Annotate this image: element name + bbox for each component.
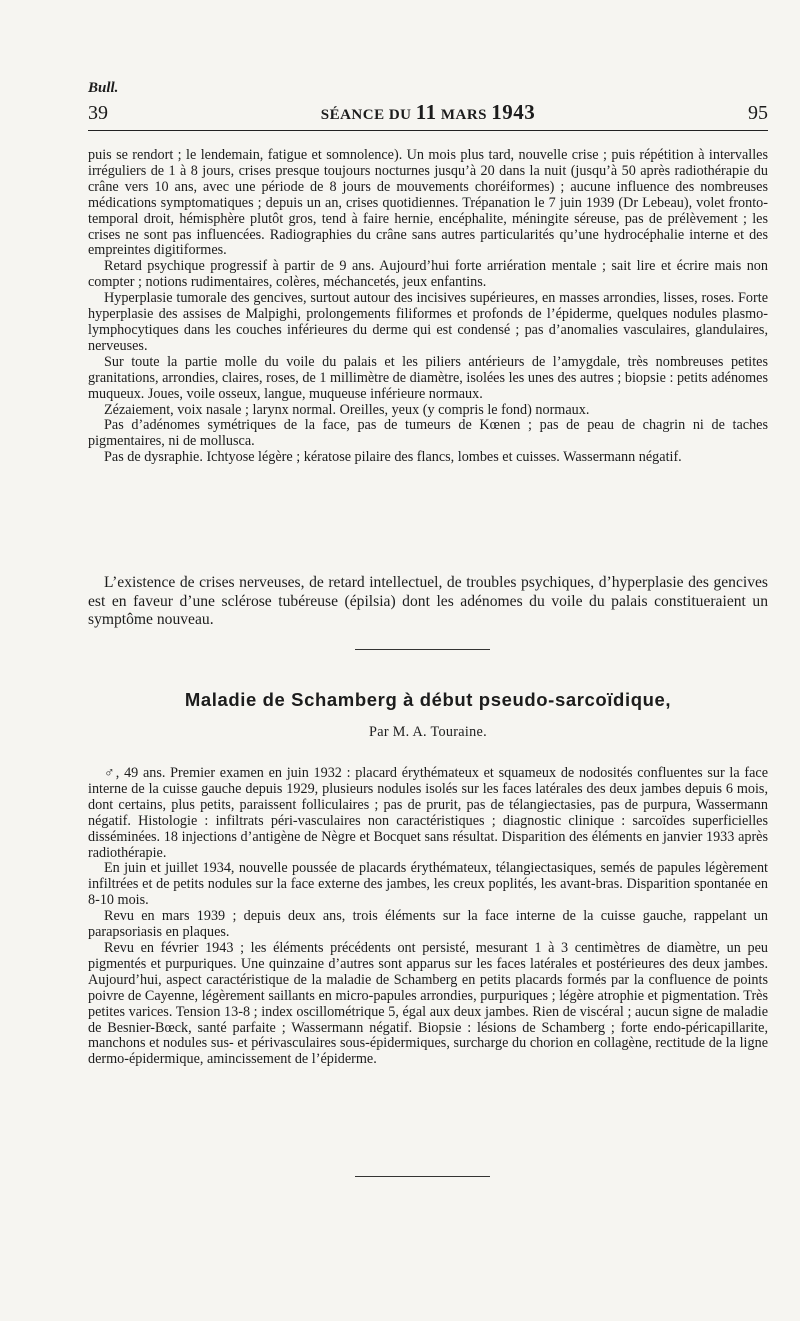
paragraph: Revu en mars 1939 ; depuis deux ans, trois éléments sur la face interne de la cuisse gauche, rappelant un parapsoriasis en plaques.	[88, 908, 768, 941]
conclusion-paragraph: L’existence de crises nerveuses, de retard intellectuel, de troubles psychiques, d’hyperplasie des gencives est en faveur d’une sclérose tubéreuse (épilsia) dont les adénomes du voile du palais constitueraient un symptôme nouveau.	[88, 574, 768, 628]
paragraph: En juin et juillet 1934, nouvelle poussée de placards érythémateux, télangiectasiques, semés de papules légèrement infiltrées et de petits nodules sur la face externe des jambes, les creux poplités, les avant-bras. Disparition spontanée en 8-10 mois.	[88, 860, 768, 909]
page-number-right: 95	[748, 102, 768, 124]
paragraph: Pas d’adénomes symétriques de la face, pas de tumeurs de Kœnen ; pas de peau de chagrin ni de taches pigmentaires, ni de molluscа.	[88, 417, 768, 450]
running-header	[88, 100, 768, 131]
paragraph: Pas de dysraphie. Ichtyose légère ; kératose pilaire des flancs, lombes et cuisses. Wassermann négatif.	[104, 449, 682, 466]
running-month: MARS	[436, 107, 492, 123]
running-title	[88, 100, 768, 125]
running-prefix: SÉANCE DU	[320, 107, 416, 123]
handwritten-annotation: Bull.	[88, 80, 119, 96]
article-body	[88, 766, 768, 1068]
paragraph: ♂, 49 ans. Premier examen en juin 1932 : placard érythémateux et squameux de nodosités confluentes sur la face interne de la cuisse gauche depuis 1929, plusieurs nodules isolés sur les faces latérales des deux jambes depuis 6 mois, dont certains, plus petits, paraissent folliculaires ; pas de prurit, pas de télangiectasies, pas de purpura, Wassermann négatif. Histologie : infiltrats péri-vasculaires non caractéristiques ; diagnostic clinique : sarcoïdes superficielles disséminées. 18 injections d’antigène de Nègre et Bocquet sans résultat. Disparition des éléments en janvier 1933 après radiothérapie.	[88, 765, 768, 861]
paragraph: Revu en février 1943 ; les éléments précédents ont persisté, mesurant 1 à 3 centimètres de diamètre, un peu pigmentés et purpuriques. Une quinzaine d’autres sont apparus sur les faces latérales et postérieures des deux jambes. Aujourd’hui, aspect caractéristique de la maladie de Schamberg en petits placards formés par la confluence de points poivre de Cayenne, légèrement saillants en micro-papules arrondies, purpuriques ; légère atrophie et pigmentation. Très petites varices. Tension 13-8 ; index oscillométrique 5, égal aux deux jambes. Rien de viscéral ; aucun signe de maladie de Besnier-Bœck, santé parfaite ; Wassermann négatif. Biopsie : lésions de Schamberg ; forte endo-péricapillarite, manchons et nodules sus- et périvasculaires sous-épidermiques, surcharge du chorion en collagène, rectitude de la ligne dermo-épidermique, amincissement de l’épiderme.	[88, 939, 768, 1068]
article-title: Maladie de Schamberg à début pseudo-sarcoïdique,	[184, 689, 672, 710]
paragraph: Zézaiement, voix nasale ; larynx normal. Oreilles, yeux (y compris le fond) normaux.	[104, 401, 590, 418]
case-report-continuation	[88, 148, 768, 466]
end-divider	[355, 1176, 490, 1177]
paragraph: Retard psychique progressif à partir de 9 ans. Aujourd’hui forte arriération mentale ; sait lire et écrire mais non compter ; notions rudimentaires, colères, méchancetés, jeux enfantins.	[88, 258, 768, 291]
article-author: Par M. A. Touraine.	[369, 724, 487, 740]
page-number-left: 39	[88, 102, 108, 124]
section-divider	[355, 649, 490, 650]
running-year: 1943	[491, 100, 536, 124]
running-day: 11	[415, 100, 437, 124]
paragraph: puis se rendort ; le lendemain, fatigue et somnolence). Un mois plus tard, nouvelle crise ; puis répétition à intervalles irréguliers de 1 à 8 jours, crises presque toujours nocturnes jusqu’à 20 dans la nuit (jusqu’à 50 après radiothérapie du crâne vers 10 ans, avec une période de 8 jours de mouvements choréiformes) ; aucune influence des nombreuses médications symptomatiques ; depuis un an, crises quotidiennes. Trépanation le 7 juin 1939 (Dr Lebeau), volet fronto-temporal droit, hémisphère plutôt gros, tend à faire hernie, encéphalite, méningite séreuse, pas de prélèvement ; les crises ne sont pas influencées. Radiographies du crâne sans autres particularités qu’une hydrocéphalie interne et des empreintes digitiformes.	[88, 147, 768, 259]
paragraph: Hyperplasie tumorale des gencives, surtout autour des incisives supérieures, en masses arrondies, lisses, roses. Forte hyperplasie des assises de Malpighi, prolongements filiformes et profonds de l’épiderme, quelques nodules plasmo-lymphocytiques dans les couches inférieures du derme qui est condensé ; pas d’anomalies vasculaires, glandulaires, nerveuses.	[88, 290, 768, 354]
paragraph: Sur toute la partie molle du voile du palais et les piliers antérieurs de l’amygdale, très nombreuses petites granitations, arrondies, claires, roses, de 1 millimètre de diamètre, isolées les unes des autres ; biopsie : petits adénomes muqueux. Joues, voile osseux, langue, muqueuse inférieure normaux.	[88, 353, 768, 402]
